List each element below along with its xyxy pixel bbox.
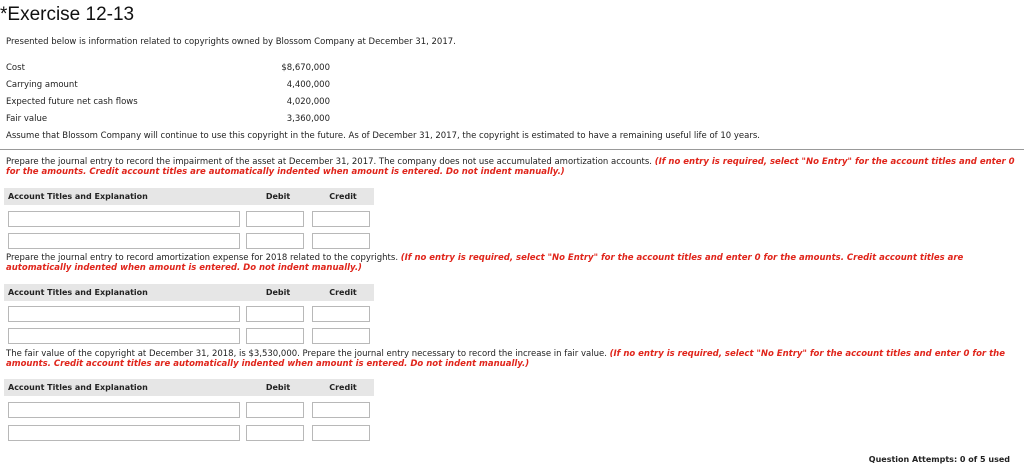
section-2-table-header xyxy=(4,284,374,301)
divider xyxy=(0,149,1024,150)
section-3-prompt xyxy=(6,349,1016,369)
info-label: Fair value xyxy=(6,113,48,124)
credit-input[interactable] xyxy=(312,328,370,344)
section-1-table-header xyxy=(4,188,374,205)
debit-header: Debit xyxy=(265,192,291,201)
debit-input[interactable] xyxy=(246,402,304,418)
prompt-text: Prepare the journal entry to record the impairment of the asset at December 31, 2017. The company does not use accumulated amortization accounts. xyxy=(6,157,652,167)
credit-input[interactable] xyxy=(312,306,370,322)
account-header: Account Titles and Explanation xyxy=(8,192,148,201)
prompt-text: The fair value of the copyright at December 31, 2018, is $3,530,000. Prepare the journal entry necessary to record the increase in fair value. xyxy=(6,349,607,359)
assumption-text: Assume that Blossom Company will continue to use this copyright in the future. As of December 31, 2017, the copyright is estimated to have a remaining useful life of 10 years. xyxy=(6,131,760,141)
info-row xyxy=(6,110,336,127)
info-row xyxy=(6,59,336,76)
info-value: $8,670,000 xyxy=(281,62,330,73)
info-label: Expected future net cash flows xyxy=(6,96,138,107)
account-title-input[interactable] xyxy=(8,211,240,227)
info-value: 4,020,000 xyxy=(286,96,330,107)
info-value: 4,400,000 xyxy=(286,79,330,90)
info-label: Carrying amount xyxy=(6,79,78,90)
account-title-input[interactable] xyxy=(8,328,240,344)
credit-input[interactable] xyxy=(312,211,370,227)
account-title-input[interactable] xyxy=(8,402,240,418)
info-label: Cost xyxy=(6,62,25,73)
debit-input[interactable] xyxy=(246,211,304,227)
instruction-text: (If no entry is required, select "No Entry" for the account titles and enter 0 for the amounts. Credit account titles are automatically indented when amount is entered. Do not indent manually.) xyxy=(6,253,964,273)
info-value: 3,360,000 xyxy=(286,113,330,124)
account-title-input[interactable] xyxy=(8,306,240,322)
instruction-text: (If no entry is required, select "No Entry" for the account titles and enter 0 for the amounts. Credit account titles are automatically indented when amount is entered. Do not indent manually.) xyxy=(6,157,1015,177)
credit-input[interactable] xyxy=(312,425,370,441)
debit-header: Debit xyxy=(265,288,291,297)
info-row xyxy=(6,93,336,110)
debit-input[interactable] xyxy=(246,233,304,249)
info-table xyxy=(6,59,336,127)
account-title-input[interactable] xyxy=(8,233,240,249)
intro-text: Presented below is information related to copyrights owned by Blossom Company at December 31, 2017. xyxy=(6,37,456,47)
debit-input[interactable] xyxy=(246,328,304,344)
section-2-prompt xyxy=(6,253,1016,273)
account-header: Account Titles and Explanation xyxy=(8,383,148,392)
debit-input[interactable] xyxy=(246,306,304,322)
info-row xyxy=(6,76,336,93)
debit-input[interactable] xyxy=(246,425,304,441)
section-1-prompt xyxy=(6,157,1016,177)
question-attempts: Question Attempts: 0 of 5 used xyxy=(868,455,1010,464)
instruction-text: (If no entry is required, select "No Entry" for the account titles and enter 0 for the amounts. Credit account titles are automatically indented when amount is entered. Do not indent manually.) xyxy=(6,349,1005,369)
credit-header: Credit xyxy=(329,192,357,201)
credit-header: Credit xyxy=(329,383,357,392)
account-header: Account Titles and Explanation xyxy=(8,288,148,297)
credit-input[interactable] xyxy=(312,402,370,418)
prompt-text: Prepare the journal entry to record amortization expense for 2018 related to the copyrights. xyxy=(6,253,399,263)
section-3-table-header xyxy=(4,379,374,396)
credit-header: Credit xyxy=(329,288,357,297)
credit-input[interactable] xyxy=(312,233,370,249)
account-title-input[interactable] xyxy=(8,425,240,441)
debit-header: Debit xyxy=(265,383,291,392)
exercise-title: *Exercise 12-13 xyxy=(0,4,135,25)
